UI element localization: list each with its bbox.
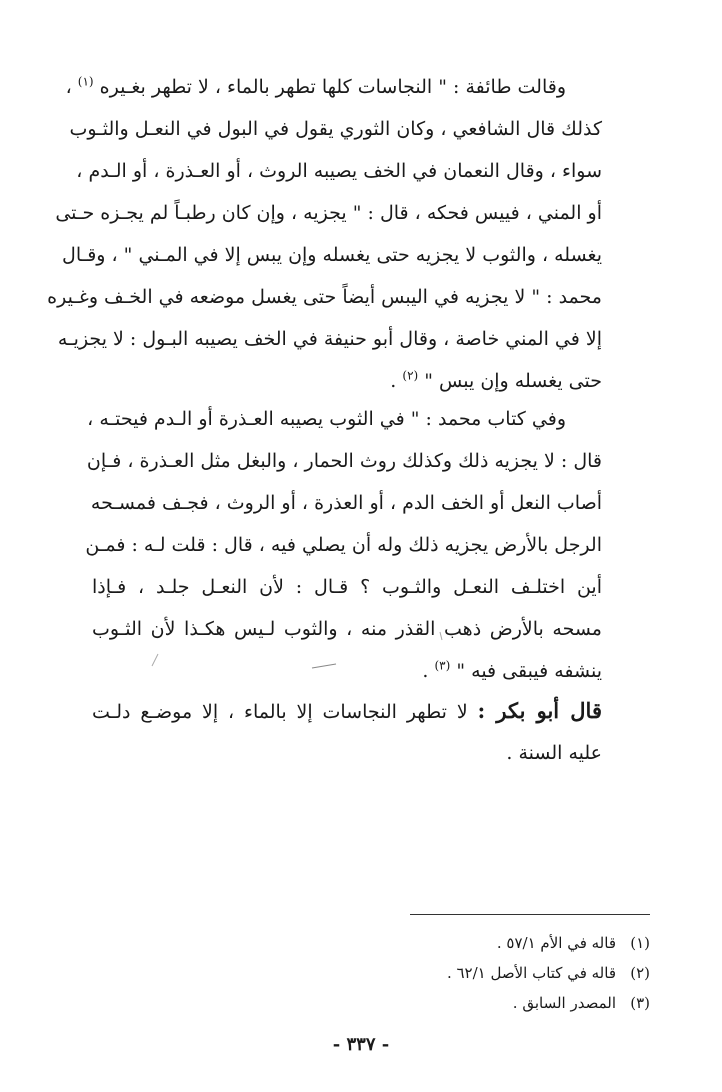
text-line: الرجل بالأرض يجزيه ذلك وله أن يصلي فيه ، قال : قلت لـه : فمـن [85,534,602,556]
text-line: وقالت طائفة : " النجاسات كلها تطهر بالماء ، لا تطهر بغـيره $^{(١)}$ ، [65,74,566,98]
footnote-ref-1: (١) [77,74,94,89]
footnote-text: قاله في كتاب الأصل ٦٢/١ . [446,964,616,982]
text-line: محمد : " لا يجزيه في اليبس أيضاً حتى يغسل موضعه في الخـف وغـيره [47,286,602,308]
footnote-number: (٣) [630,994,650,1012]
author-lead: قال أبو بكر : [477,698,602,723]
text-line: أصاب النعل أو الخف الدم ، أو العذرة ، أو الروث ، فجـف فمسـحه [90,492,602,514]
text-line: إلا في المني خاصة ، وقال أبو حنيفة في الخف يصيبه البـول : لا يجزيـه [57,328,602,350]
text-line: حتى يغسله وإن يبس " $^{(٢)}$ . [390,368,602,392]
footnotes [230,928,650,1018]
paragraph-3 [92,690,602,774]
footnote-text: المصدر السابق . [512,994,616,1012]
paragraph-2 [85,398,602,692]
text-line: أين اختلـف النعـل والثـوب ؟ قـال : لأن النعـل جلـد ، فـإذا [92,576,602,598]
footnote-text: قاله في الأم ٥٧/١ . [496,934,616,952]
text-line: سواء ، وقال النعمان في الخف يصيبه الروث ، أو العـذرة ، أو الـدم ، [76,160,602,182]
paragraph-1 [47,66,602,402]
footnote-number: (٢) [630,964,650,982]
page-number: - ٣٣٧ - [332,1034,390,1055]
footnote-item [230,958,650,988]
text-line: وفي كتاب محمد : " في الثوب يصيبه العـذرة أو الـدم فيحتـه ، [87,408,566,430]
text-line: أو المني ، فييس فحكه ، قال : " يجزيه ، وإن كان رطبـاً لم يجـزه حـتى [55,202,602,224]
footnote-ref-3: (٣) [434,658,451,673]
text-line: ينشفه فيبقى فيه " $^{(٣)}$ . [422,658,602,682]
text-line: قال أبو بكر : لا تطهر النجاسات إلا بالماء ، إلا موضـع دلـت [92,698,602,723]
text-line: يغسله ، والثوب لا يجزيه حتى يغسله وإن يبس إلا في المـني " ، وقـال [62,244,602,266]
text-line: كذلك قال الشافعي ، وكان الثوري يقول في البول في النعـل والثـوب [69,118,602,140]
text-line: عليه السنة . [506,742,602,764]
text-line: قال : لا يجزيه ذلك وكذلك روث الحمار ، والبغل مثل العـذرة ، فـإن [86,450,602,472]
footnote-divider [410,914,650,915]
footnote-ref-2: (٢) [402,368,419,383]
text-line: مسحه بالأرض ذهب القذر منه ، والثوب لـيس هكـذا لأن الثـوب [92,618,602,640]
footnote-number: (١) [630,934,650,952]
footnote-item [230,928,650,958]
footnote-item [230,988,650,1018]
